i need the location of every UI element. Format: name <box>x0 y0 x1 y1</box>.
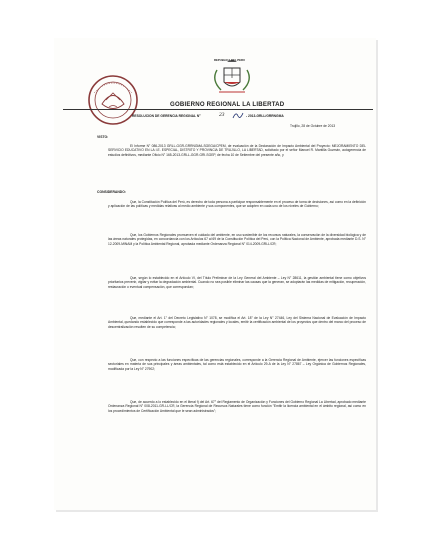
resolucion-suffix: - 2013-GRLL/GRRNGMA <box>246 114 284 118</box>
peru-coat-of-arms-icon <box>207 56 257 96</box>
resolucion-date: Trujillo, 28 de Octubre de 2013 <box>290 124 336 128</box>
paragraph-1: Que, la Constitución Política del Perú, es derecho de toda persona a participar responsablemente en el proceso de toma de decisiones, así como en la definición y aplicación de las políticas y medidas relativas al medio ambiente y sus componentes, que se adopten en cada uno de los niveles de Gobierno; <box>108 200 366 209</box>
republica-label: REPUBLICA DEL PERU <box>214 58 246 62</box>
paragraph-3: Que, según lo establecido en el Artículo VI, del Título Preliminar de la Ley General del Ambiente – Ley N° 28611, la gestión ambiental tiene como objetivos prioritarios prevenir, vigilar y evitar la degradación ambiental. Cuando no sea posible eliminar las causas que la generan, se adoptarán las medidas de mitigación, recuperación, restauración o eventual compensación, que correspondan; <box>108 276 366 289</box>
header-divider <box>63 109 373 110</box>
paragraph-5: Que, con respecto a las funciones específicas de las gerencias regionales, corresponde a la Gerencia Regional de Ambiente, ejercer las funciones específicas sectoriales en materia de sus principales y áreas ambientales, tal como está establecido en el Artículo 29-A de la Ley N° 27867 – Ley Orgánica de Gobiernos Regionales, modificada por la Ley N° 27902; <box>108 358 366 371</box>
paragraph-visto: El Informe N° 086-2013 GRLL-GGR-GRRNGMA-SGEGA/CPEM, de evaluación de la Declaración de Impacto Ambiental del Proyecto: MEJORAMIENTO DEL SERVICIO EDUCATIVO EN LA I.E. ESPECIAL, DISTRITO Y PROVINCIA DE TRUJILLO, LA LIBERTAD, solicitado por el señor Manuel R. Mantilla Guzmán, autogerencia de estudios definitivos, mediante Oficio N° 165-2013-GRLL-GGR-GRI-SGEP, de fecha 10 de Setiembre del presente año, y <box>108 144 366 157</box>
paragraph-2: Que, los Gobiernos Regionales promueven el cuidado del ambiente, en uso sostenible de los recursos naturales, la conservación de la diversidad biológica y de las áreas naturales protegidas, en concordancia con los Artículos 67 al 69 de la Constitución Política del Perú, con la Política Nacional de Ambiente, aprobada mediante D.S. N° 12-2009-MINAM y la Política Ambiental Regional, aprobada mediante Ordenanza Regional N° 014-2009-GRLL/CR; <box>108 233 366 246</box>
regional-seal-stamp <box>86 73 140 127</box>
paragraph-6: Que, de acuerdo a lo establecido en el literal f) del Art. 67° del Reglamento de Organización y Funciones del Gobierno Regional La Libertad, aprobado mediante Ordenanza Regional N° 008-2011-GR-LL/CR, la Gerencia Regional de Recursos Naturales tiene como función "Emitir la licencia ambiental en el ámbito regional, así como en los procedimientos de Certificación Ambiental que le sean administrados"; <box>108 400 366 413</box>
handwritten-mark <box>232 110 244 120</box>
gobierno-regional-title: GOBIERNO REGIONAL LA LIBERTAD <box>170 101 285 108</box>
resolucion-prefix: RESOLUCION DE GERENCIA REGIONAL N° <box>132 114 201 118</box>
considerando-heading: CONSIDERANDO: <box>97 190 127 194</box>
visto-heading: VISTO: <box>97 135 109 139</box>
paragraph-4: Que, mediante el Art. 1° del Decreto Legislativo N° 1078, se modifica el Art. 18° de la Ley N° 27446, Ley del Sistema Nacional de Evaluación de Impacto Ambiental, quedando establecido que corresponde a las autoridades regionales y locales, emitir la certificación ambiental de los proyectos que dentro del marco del proceso de descentralización resulten de su competencia; <box>108 316 366 329</box>
resolucion-number: 23 <box>219 112 225 118</box>
